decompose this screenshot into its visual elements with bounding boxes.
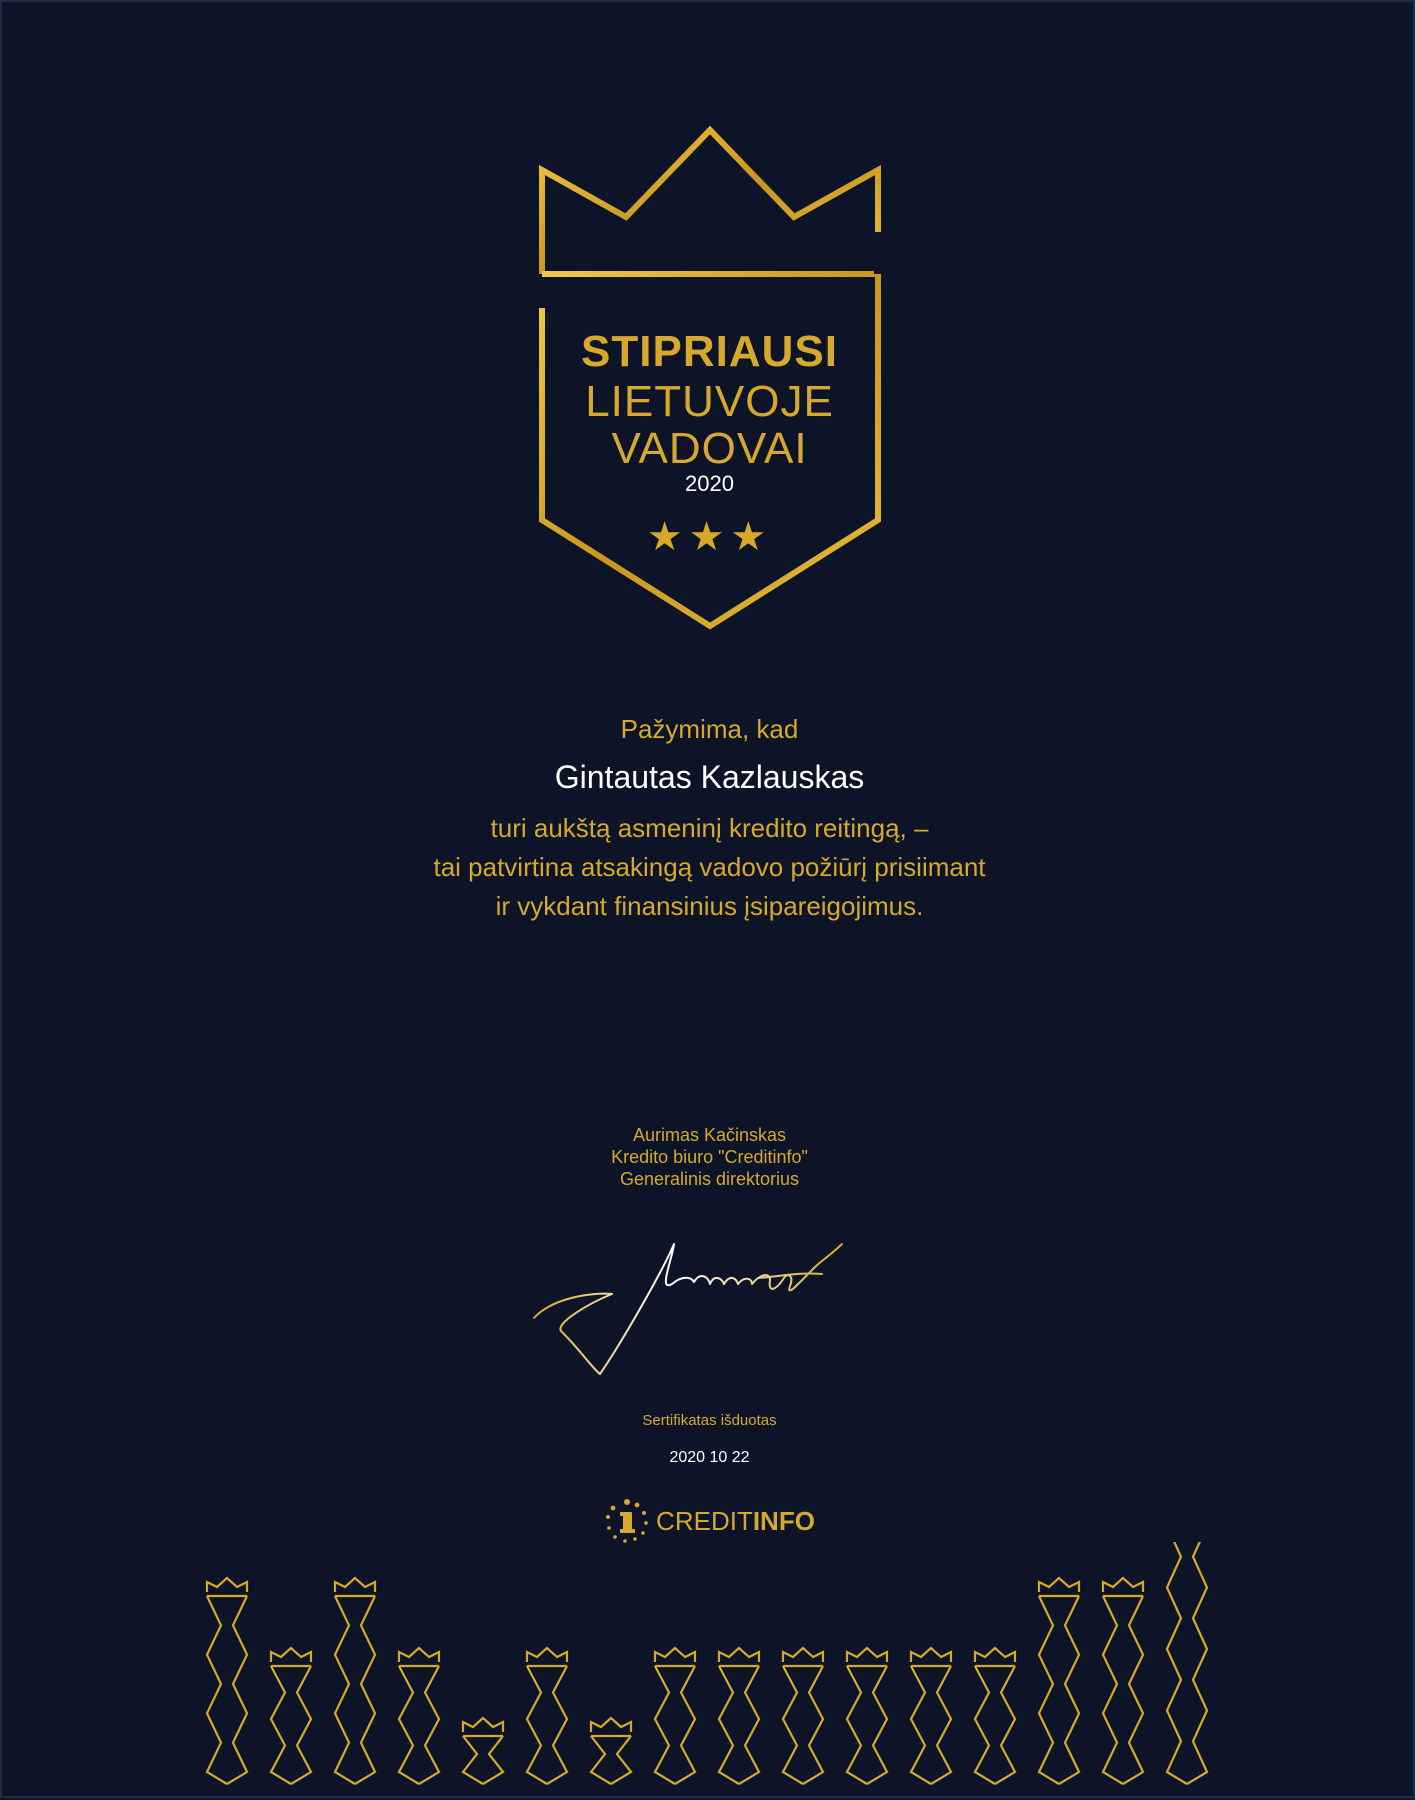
crown-shield-icon [271, 1648, 311, 1784]
crown-shield-icon [783, 1648, 823, 1784]
wordmark-bold: INFO [752, 1506, 815, 1536]
crown-shield-icon [1039, 1578, 1079, 1784]
crown-shield-icon [207, 1578, 247, 1784]
badge-title-line-1: STIPRIAUSI [581, 327, 838, 376]
crown-shield-icon [1167, 1542, 1207, 1784]
crown-shield-icon [847, 1648, 887, 1784]
certificate-body-line: turi aukštą asmeninį kredito reitingą, – [490, 813, 929, 843]
recipient-name: Gintautas Kazlauskas [554, 759, 865, 795]
issued-date: 2020 10 22 [669, 1449, 750, 1466]
creditinfo-logo-icon [604, 1498, 650, 1544]
crown-shield-icon [591, 1718, 631, 1784]
wordmark-light: CREDIT [656, 1506, 753, 1536]
issued-label: Sertifikatas išduotas [642, 1412, 777, 1429]
signatory-title: Generalinis direktorius [619, 1169, 800, 1189]
creditinfo-wordmark [656, 1508, 815, 1534]
decorative-crown-pattern [2, 1542, 1415, 1800]
certificate-body-line: tai patvirtina atsakingą vadovo požiūrį prisiimant [433, 852, 986, 882]
crown-shield-icon [655, 1648, 695, 1784]
crown-shield-icon [463, 1718, 503, 1784]
badge-title-line-2: LIETUVOJE [585, 377, 834, 426]
badge-year: 2020 [685, 471, 734, 496]
crown-shield-icon [911, 1648, 951, 1784]
crown-shield-icon [527, 1648, 567, 1784]
certificate-lead: Pažymima, kad [620, 714, 799, 744]
badge-title-line-3: VADOVAI [611, 424, 808, 473]
certificate-body-line: ir vykdant finansinius įsipareigojimus. [495, 891, 924, 921]
crown-shield-icon [399, 1648, 439, 1784]
crown-shield-icon [1103, 1578, 1143, 1784]
crown-shield-icon [719, 1648, 759, 1784]
creditinfo-logo [2, 1498, 1415, 1544]
handwritten-signature [522, 1232, 902, 1392]
award-badge [2, 2, 1415, 682]
signatory-organization: Kredito biuro "Creditinfo" [611, 1147, 808, 1167]
signatory-name: Aurimas Kačinskas [632, 1125, 787, 1145]
crown-shield-icon [975, 1648, 1015, 1784]
crown-shield-icon [335, 1578, 375, 1784]
star-rating: ★★★ [646, 515, 773, 559]
